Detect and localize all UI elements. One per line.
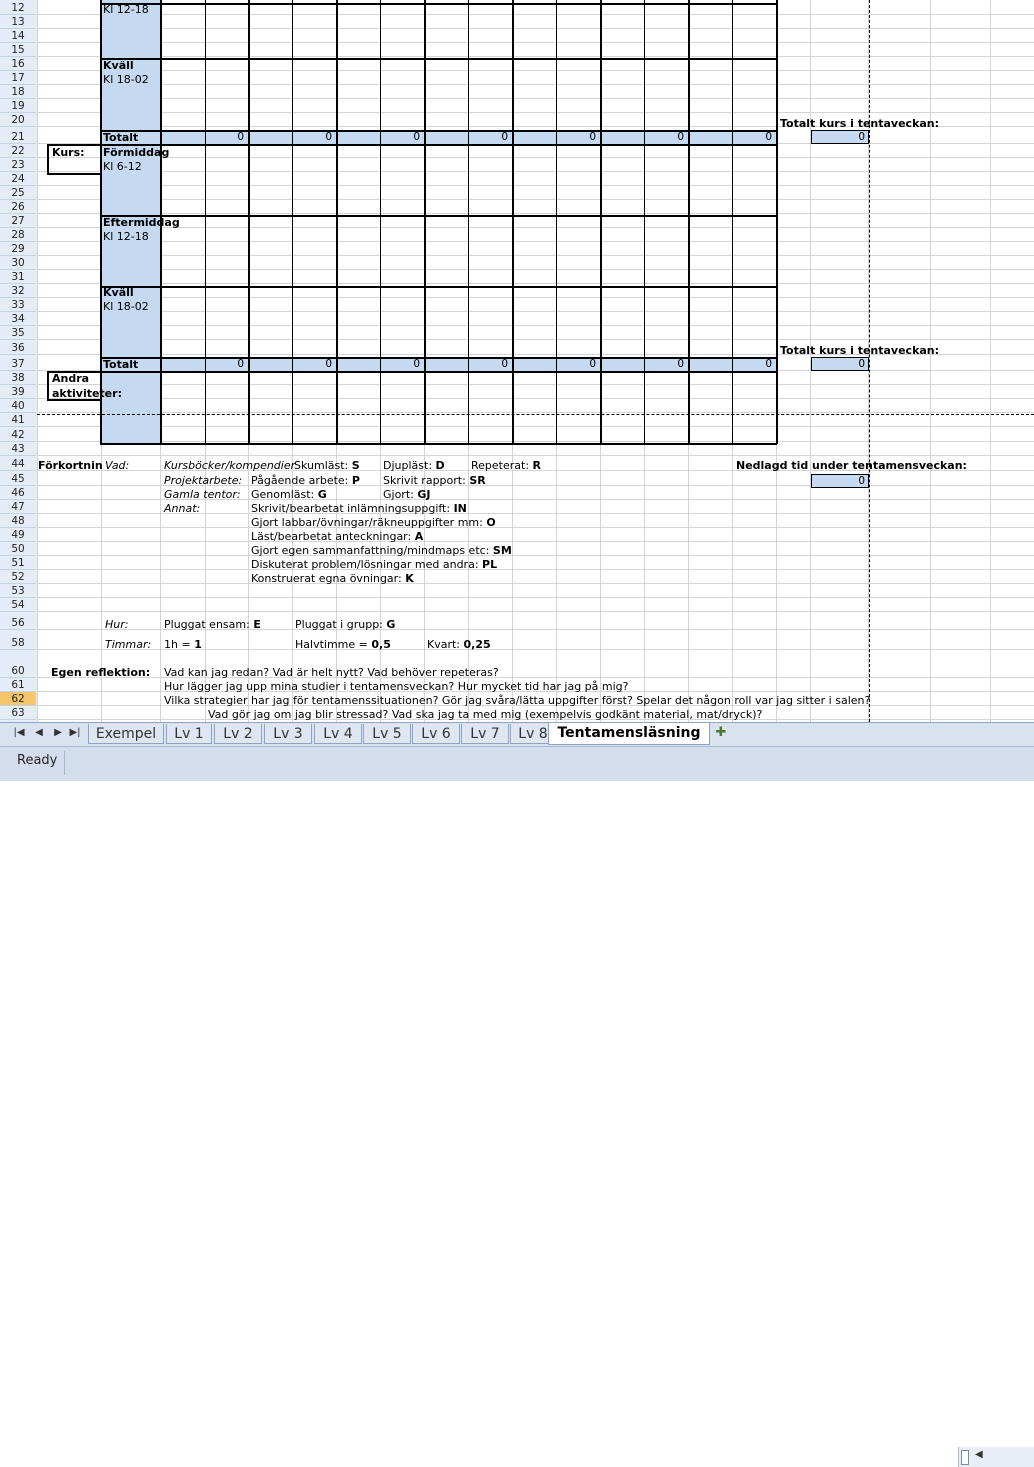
gridline-vertical <box>37 0 38 722</box>
scroll-left-icon[interactable]: ◀ <box>975 1449 983 1460</box>
label-annat: Annat: <box>164 502 201 515</box>
row-header[interactable]: 19 <box>0 99 36 113</box>
next-sheet-icon[interactable]: ▶ <box>54 727 62 738</box>
totalt-cell-value[interactable]: 0 <box>765 131 772 143</box>
border-vertical <box>688 0 690 444</box>
last-sheet-icon[interactable]: ▶| <box>69 727 81 738</box>
status-text: Ready <box>17 753 58 768</box>
sheet-tab-lv-1[interactable]: Lv 1 <box>166 724 212 744</box>
label-kvall-1: Kväll <box>103 59 134 72</box>
row-header[interactable]: 22 <box>0 144 36 158</box>
legend-kvart: Kvart: 0,25 <box>427 638 491 651</box>
row-header[interactable]: 33 <box>0 298 36 312</box>
sheet-tab-lv-2[interactable]: Lv 2 <box>214 724 262 744</box>
label-total-kurs-2: Totalt kurs i tentaveckan: <box>780 344 940 357</box>
gridline-vertical <box>990 0 991 722</box>
border-horizontal <box>160 3 777 5</box>
gridline-horizontal <box>37 255 1034 256</box>
legend-last: Läst/bearbetat anteckningar: A <box>251 530 424 543</box>
totalt-cell-value[interactable]: 0 <box>413 131 420 143</box>
label-andra: Andra <box>52 372 90 385</box>
gridline-horizontal <box>37 283 1034 284</box>
border-vertical <box>47 144 49 174</box>
row-header[interactable]: 45 <box>0 472 36 486</box>
border-vertical <box>47 371 49 400</box>
row-header[interactable]: 48 <box>0 514 36 528</box>
border-horizontal <box>100 144 777 146</box>
label-egen-reflektion: Egen reflektion: <box>51 666 151 679</box>
row-header[interactable]: 53 <box>0 584 36 598</box>
gridline-horizontal <box>37 42 1034 43</box>
gridline-horizontal <box>37 56 1034 57</box>
border-horizontal <box>100 443 777 445</box>
sheet-tab-lv-5[interactable]: Lv 5 <box>363 724 411 744</box>
gridline-horizontal <box>37 583 1034 584</box>
reflection-q1: Vad kan jag redan? Vad är helt nytt? Vad behöver repeteras? <box>164 666 499 679</box>
border-horizontal <box>100 58 777 60</box>
border-horizontal <box>47 173 101 175</box>
reflection-q4: Vad gör jag om jag blir stressad? Vad ska jag ta med mig (exempelvis godkänt material, mat/dryck)? <box>208 708 763 721</box>
row-header[interactable]: 51 <box>0 556 36 570</box>
border-vertical-thin <box>468 0 469 444</box>
legend-skrivit: Skrivit rapport: SR <box>383 474 486 487</box>
sheet-tab-lv-3[interactable]: Lv 3 <box>264 724 312 744</box>
label-kl-18-02-1: Kl 18-02 <box>103 73 149 86</box>
row-header[interactable]: 23 <box>0 158 36 172</box>
legend-ensam: Pluggat ensam: E <box>164 618 261 631</box>
gridline-horizontal <box>37 199 1034 200</box>
row-header[interactable]: 17 <box>0 71 36 85</box>
first-sheet-icon[interactable]: |◀ <box>13 727 25 738</box>
legend-genomlast: Genomläst: G <box>251 488 327 501</box>
row-header[interactable]: 40 <box>0 399 36 413</box>
row-header[interactable]: 28 <box>0 228 36 242</box>
row-header[interactable]: 47 <box>0 500 36 514</box>
gridline-horizontal <box>37 339 1034 340</box>
gridline-horizontal <box>37 611 1034 612</box>
nedlagd-value[interactable]: 0 <box>811 474 869 488</box>
row-header[interactable]: 14 <box>0 29 36 43</box>
prev-sheet-icon[interactable]: ◀ <box>35 727 43 738</box>
sheet-tab-lv-7[interactable]: Lv 7 <box>461 724 509 744</box>
row-header[interactable]: 32 <box>0 284 36 298</box>
totalt-cell-value[interactable]: 0 <box>325 131 332 143</box>
sheet-tab-lv-6[interactable]: Lv 6 <box>412 724 460 744</box>
legend-pagaende: Pågående arbete: P <box>251 474 360 487</box>
legend-konstruerat: Konstruerat egna övningar: K <box>251 572 414 585</box>
totalt-cell-value[interactable]: 0 <box>501 358 508 370</box>
gridline-horizontal <box>37 455 1034 456</box>
row-header[interactable]: 35 <box>0 326 36 340</box>
row-header[interactable]: 25 <box>0 186 36 200</box>
row-header[interactable]: 12 <box>0 1 36 15</box>
insert-sheet-icon[interactable]: ✚ <box>715 725 727 740</box>
border-vertical <box>248 0 250 444</box>
gridline-horizontal <box>37 112 1034 113</box>
legend-inlamning: Skrivit/bearbetat inlämningsuppgift: IN <box>251 502 467 515</box>
gridline-horizontal <box>37 185 1034 186</box>
row-header[interactable]: 21 <box>0 130 36 144</box>
page-break-horizontal <box>37 414 1034 415</box>
gridline-horizontal <box>37 426 1034 427</box>
label-totalt-1: Totalt <box>103 131 139 144</box>
gridline-horizontal <box>37 14 1034 15</box>
totalt-cell-value[interactable]: 0 <box>325 358 332 370</box>
totalt-cell-value[interactable]: 0 <box>237 358 244 370</box>
gridline-horizontal <box>37 325 1034 326</box>
gridline-horizontal <box>37 555 1034 556</box>
border-vertical <box>100 0 102 444</box>
legend-grupp: Pluggat i grupp: G <box>295 618 396 631</box>
total-kurs-value-2[interactable]: 0 <box>811 357 869 371</box>
border-vertical-thin <box>556 0 557 444</box>
row-header[interactable]: 26 <box>0 200 36 214</box>
legend-1h: 1h = 1 <box>164 638 202 651</box>
label-gamla: Gamla tentor: <box>164 488 241 501</box>
label-total-kurs-1: Totalt kurs i tentaveckan: <box>780 117 940 130</box>
row-header[interactable]: 52 <box>0 570 36 584</box>
gridline-horizontal <box>37 28 1034 29</box>
label-kl-18-02-2: Kl 18-02 <box>103 300 149 313</box>
gridline-horizontal <box>37 241 1034 242</box>
legend-gjort: Gjort: GJ <box>383 488 431 501</box>
border-vertical <box>600 0 602 444</box>
gridline-horizontal <box>37 213 1034 214</box>
row-header[interactable]: 13 <box>0 15 36 29</box>
gridline-horizontal <box>37 597 1034 598</box>
label-kl-6-12: Kl 6-12 <box>103 160 142 173</box>
label-forkortning: Förkortnin <box>38 459 103 472</box>
row-header[interactable]: 46 <box>0 486 36 500</box>
scroll-split-handle[interactable] <box>961 1450 969 1465</box>
totalt-cell-value[interactable]: 0 <box>677 358 684 370</box>
gridline-horizontal <box>37 84 1034 85</box>
sheet-tab-tentamensläsning[interactable]: Tentamensläsning <box>548 723 710 745</box>
gridline-horizontal <box>37 384 1034 385</box>
gridline-horizontal <box>37 227 1034 228</box>
row-header[interactable]: 56 <box>0 616 36 630</box>
row-header[interactable]: 20 <box>0 113 36 127</box>
row-header[interactable]: 16 <box>0 57 36 71</box>
row-header[interactable]: 44 <box>0 457 36 471</box>
border-horizontal <box>100 286 777 288</box>
gridline-horizontal <box>37 569 1034 570</box>
row-header[interactable]: 30 <box>0 256 36 270</box>
label-vad: Vad: <box>105 459 130 472</box>
label-aktiviteter: aktiviteter: <box>52 387 122 400</box>
row-header[interactable]: 54 <box>0 598 36 612</box>
totalt-cell-value[interactable]: 0 <box>765 358 772 370</box>
row-header[interactable]: 62 <box>0 692 36 706</box>
row-header[interactable]: 60 <box>0 664 36 678</box>
row-header[interactable]: 39 <box>0 385 36 399</box>
row-header[interactable]: 61 <box>0 678 36 692</box>
row-header[interactable]: 27 <box>0 214 36 228</box>
gridline-horizontal <box>37 98 1034 99</box>
status-divider <box>64 751 65 775</box>
legend-djuplast: Djupläst: D <box>383 459 445 472</box>
border-vertical-thin <box>732 0 733 444</box>
row-header[interactable]: 29 <box>0 242 36 256</box>
gridline-horizontal <box>37 527 1034 528</box>
gridline-horizontal <box>37 269 1034 270</box>
gridline-horizontal <box>37 171 1034 172</box>
label-kurs: Kurs: <box>52 146 85 159</box>
totalt-cell-value[interactable]: 0 <box>501 131 508 143</box>
legend-skumlast: Skumläst: S <box>294 459 360 472</box>
label-kl-12-18-2: Kl 12-18 <box>103 230 149 243</box>
totalt-cell-value[interactable]: 0 <box>589 131 596 143</box>
row-header[interactable]: 58 <box>0 636 36 650</box>
row-header[interactable]: 49 <box>0 528 36 542</box>
gridline-horizontal <box>37 398 1034 399</box>
border-horizontal <box>100 215 777 217</box>
legend-diskuterat: Diskuterat problem/lösningar med andra: PL <box>251 558 498 571</box>
totalt-cell-value[interactable]: 0 <box>413 358 420 370</box>
reflection-q2: Hur lägger jag upp mina studier i tentamensveckan? Hur mycket tid har jag på mig? <box>164 680 629 693</box>
label-nedlagd: Nedlagd tid under tentamensveckan: <box>736 459 967 472</box>
row-header[interactable]: 43 <box>0 442 36 456</box>
totalt-cell-value[interactable]: 0 <box>237 131 244 143</box>
total-kurs-value-1[interactable]: 0 <box>811 130 869 144</box>
reflection-q3: Vilka strategier har jag för tentamenssituationen? Gör jag svåra/lätta uppgifter först? Spelar det någon roll var jag sitter i salen? <box>164 694 871 707</box>
worksheet[interactable] <box>0 0 1034 722</box>
sheet-tab-lv-4[interactable]: Lv 4 <box>314 724 362 744</box>
row-headers[interactable] <box>0 0 38 722</box>
sheet-tab-exempel[interactable]: Exempel <box>88 724 164 744</box>
status-bar <box>0 746 1034 781</box>
row-header[interactable]: 15 <box>0 43 36 57</box>
legend-repeterat: Repeterat: R <box>471 459 542 472</box>
sheet-tab-lv-8[interactable]: Lv 8 <box>510 724 556 744</box>
row-header[interactable]: 36 <box>0 341 36 355</box>
row-header[interactable]: 31 <box>0 270 36 284</box>
row-header[interactable]: 41 <box>0 413 36 427</box>
totalt-cell-value[interactable]: 0 <box>589 358 596 370</box>
label-kl-12-18-top: Kl 12-18 <box>103 3 149 16</box>
legend-sammanfattning: Gjort egen sammanfattning/mindmaps etc: SM <box>251 544 512 557</box>
row-header[interactable]: 34 <box>0 312 36 326</box>
gridline-horizontal <box>37 157 1034 158</box>
border-vertical-thin <box>380 0 381 444</box>
gridline-horizontal <box>37 70 1034 71</box>
row-header[interactable]: 42 <box>0 428 36 442</box>
row-header[interactable]: 63 <box>0 706 36 720</box>
border-horizontal <box>100 371 777 373</box>
gridline-horizontal <box>37 541 1034 542</box>
label-kvall-2: Kväll <box>103 286 134 299</box>
row-header[interactable]: 24 <box>0 172 36 186</box>
legend-labbar: Gjort labbar/övningar/räkneuppgifter mm: O <box>251 516 496 529</box>
totalt-cell-value[interactable]: 0 <box>677 131 684 143</box>
row-header[interactable]: 18 <box>0 85 36 99</box>
row-header[interactable]: 38 <box>0 371 36 385</box>
label-eftermiddag: Eftermiddag <box>103 216 180 229</box>
border-vertical <box>336 0 338 444</box>
gridline-vertical <box>930 0 931 722</box>
label-hur: Hur: <box>105 618 129 631</box>
label-kursbocker: Kursböcker/kompendier <box>164 459 296 472</box>
label-timmar: Timmar: <box>105 638 152 651</box>
gridline-horizontal <box>37 412 1034 413</box>
border-vertical <box>424 0 426 444</box>
border-vertical-thin <box>292 0 293 444</box>
gridline-horizontal <box>37 311 1034 312</box>
page-break-vertical <box>869 0 870 722</box>
border-vertical <box>776 0 778 444</box>
label-totalt-2: Totalt <box>103 358 139 371</box>
row-header[interactable]: 37 <box>0 357 36 371</box>
border-vertical <box>512 0 514 444</box>
label-formiddag: Förmiddag <box>103 146 170 159</box>
border-vertical-thin <box>644 0 645 444</box>
gridline-horizontal <box>37 441 1034 442</box>
row-header[interactable]: 50 <box>0 542 36 556</box>
legend-halvtimme: Halvtimme = 0,5 <box>295 638 391 651</box>
label-projektarbete: Projektarbete: <box>164 474 243 487</box>
horizontal-scrollbar[interactable] <box>958 1447 1034 1467</box>
border-vertical-thin <box>205 0 206 444</box>
gridline-horizontal <box>37 297 1034 298</box>
